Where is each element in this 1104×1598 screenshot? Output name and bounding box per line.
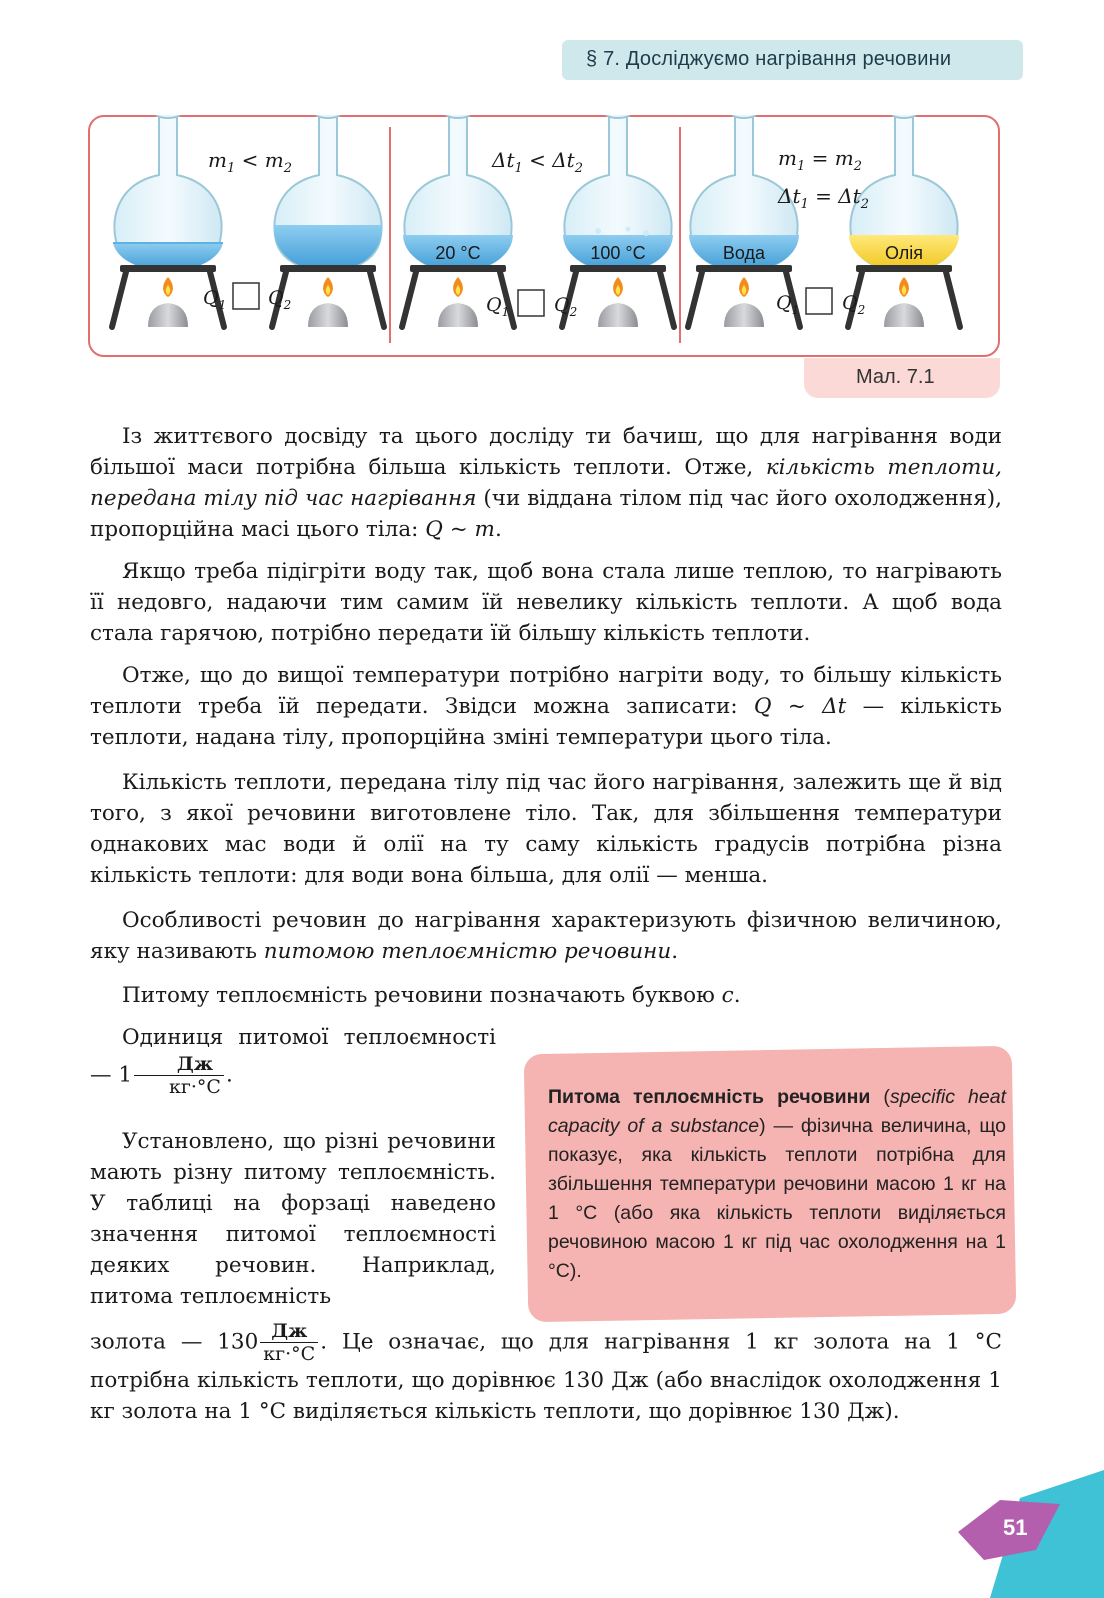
p3-formula: Q ~ Δt	[753, 694, 847, 719]
paragraph-8: Установлено, що різні речовини мають різну питому теплоємність. У таблиці на форзаці наведено значення питомої теплоємності деяких речовин. Наприклад, питома теплоємність	[90, 1129, 496, 1309]
panel3-condition-mass: $m_1 = m_2$	[778, 146, 862, 174]
flask-water-label: Вода	[722, 243, 766, 263]
panel2-condition: $\Delta t_1 < \Delta t_2$	[492, 148, 583, 176]
paragraph-3	[90, 660, 1002, 753]
svg-text:Q2: $Q_2$	[268, 287, 292, 312]
p5-emphasis: питомою теплоємністю речовини	[263, 939, 672, 964]
paragraph-5	[90, 905, 1002, 967]
p6-end: .	[733, 983, 741, 1008]
p3-text-a: Отже, що до вищої температури потрібно нагріти воду, то більшу кількість теплоти треба їй передати. Звідси можна записати:	[90, 663, 1002, 719]
flask-20c-label: 20 °C	[435, 243, 481, 263]
flask-100c-label: 100 °C	[590, 243, 646, 263]
p7-text: Одиниця питомої теплоємності — 1	[90, 1025, 496, 1088]
p9-text-a: золота — 130	[90, 1329, 259, 1355]
p1-formula: Q ~ m	[425, 517, 495, 542]
p6-letter: c	[721, 983, 734, 1008]
p6-text-a: Питому теплоємність речовини позначають буквою	[122, 983, 722, 1008]
figure-caption	[804, 358, 1000, 398]
definition-text: Питома теплоємність речовини (specific heat capacity of a substance) — фізична величина, що показує, яка кількість теплоти потрібна для збільшення температури речовини масою 1 кг на 1 °С (або яка кількість теплоти виділяється речовиною масою 1 кг під час охолодження на 1 °С).	[548, 1086, 1006, 1282]
paragraph-7	[90, 1022, 496, 1098]
p1-emphasis: кількість теплоти, передана тілу під час нагрівання	[90, 455, 1003, 511]
paragraph-2: Якщо треба підігріти воду так, щоб вона стала лише теплою, то нагрівають її недовго, надаючи тим самим їй невелику кількість теплоти. А щоб вода стала гарячою, потрібно передати їй більшу кількість теплоти.	[90, 559, 1002, 646]
gold-unit-denominator: кг·°С	[263, 1343, 316, 1365]
panel1-condition: $m_1 < m_2$	[208, 148, 292, 176]
p1-text-a: Із життєвого досвіду та цього досліду ти бачиш, що для нагрівання води більшої маси потрібна більша кількість теплоти. Отже,	[90, 424, 1002, 480]
section-title: § 7. Досліджуємо нагрівання речовини	[586, 48, 952, 70]
gold-unit-numerator: Дж	[260, 1320, 318, 1343]
paragraph-6	[90, 980, 1002, 1011]
panel3-condition-temp: $\Delta t_1 = \Delta t_2$	[778, 184, 869, 212]
svg-text:Q2: $Q_2$	[554, 294, 578, 319]
paragraph-1	[90, 421, 1002, 545]
figure-illustration	[88, 115, 1000, 357]
svg-text:Q1: $Q_1$	[486, 294, 510, 319]
figure-caption-text: Мал. 7.1	[856, 366, 935, 388]
flask-oil-label: Олія	[884, 243, 924, 263]
page-number: 51	[1003, 1515, 1028, 1540]
p7-end: .	[225, 1062, 233, 1088]
p5-text-a: Особливості речовин до нагрівання характеризують фізичною величиною, яку називають	[90, 908, 1002, 964]
definition-english: specific heat capacity of a substance	[548, 1086, 1006, 1137]
unit-fraction	[134, 1053, 224, 1098]
p3-text-b: — кількість теплоти, надана тілу, пропорційна зміні температури цього тіла.	[90, 694, 1002, 750]
svg-text:Q1: $Q_1$	[203, 287, 227, 312]
paragraph-4: Кількість теплоти, передана тілу під час його нагрівання, залежить ще й від того, з якої речовини виготовлене тіло. Так, для збільшення температури однакових мас води й олії на ту саму кількість градусів потрібна різна кількість теплоти: для води вона більша, для олії — менша.	[90, 770, 1002, 888]
svg-text:Q1: $Q_1$	[776, 292, 800, 317]
p9-text-b: . Це означає, що для нагрівання 1 кг золота на 1 °С потрібна кількість теплоти, що дорівнює 130 Дж (або внаслідок охолодження 1 кг золота на 1 °С виділяється кількість теплоти, що дорівнює 130 Дж).	[90, 1329, 1002, 1424]
unit-denominator: кг·°С	[169, 1076, 221, 1098]
paragraph-9	[90, 1320, 1002, 1427]
definition-term: Питома теплоємність речовини	[548, 1086, 871, 1108]
section-header	[562, 40, 1023, 80]
p1-text-b: (чи віддана тілом під час його охолодження), пропорційна масі цього тіла:	[90, 486, 1003, 542]
definition-body: фізична величина, що показує, яка кількість теплоти потрібна для збільшення температури речовини масою 1 кг на 1 °С (або яка кількість теплоти виділяється речовиною масою 1 кг під час охолодження на 1 °С).	[548, 1115, 1006, 1282]
gold-unit-fraction	[260, 1320, 318, 1365]
p1-end: .	[494, 517, 502, 542]
p5-end: .	[671, 939, 679, 964]
unit-numerator: Дж	[134, 1053, 224, 1076]
svg-text:Q2: $Q_2$	[842, 292, 866, 317]
page-number-badge	[977, 1495, 1055, 1565]
